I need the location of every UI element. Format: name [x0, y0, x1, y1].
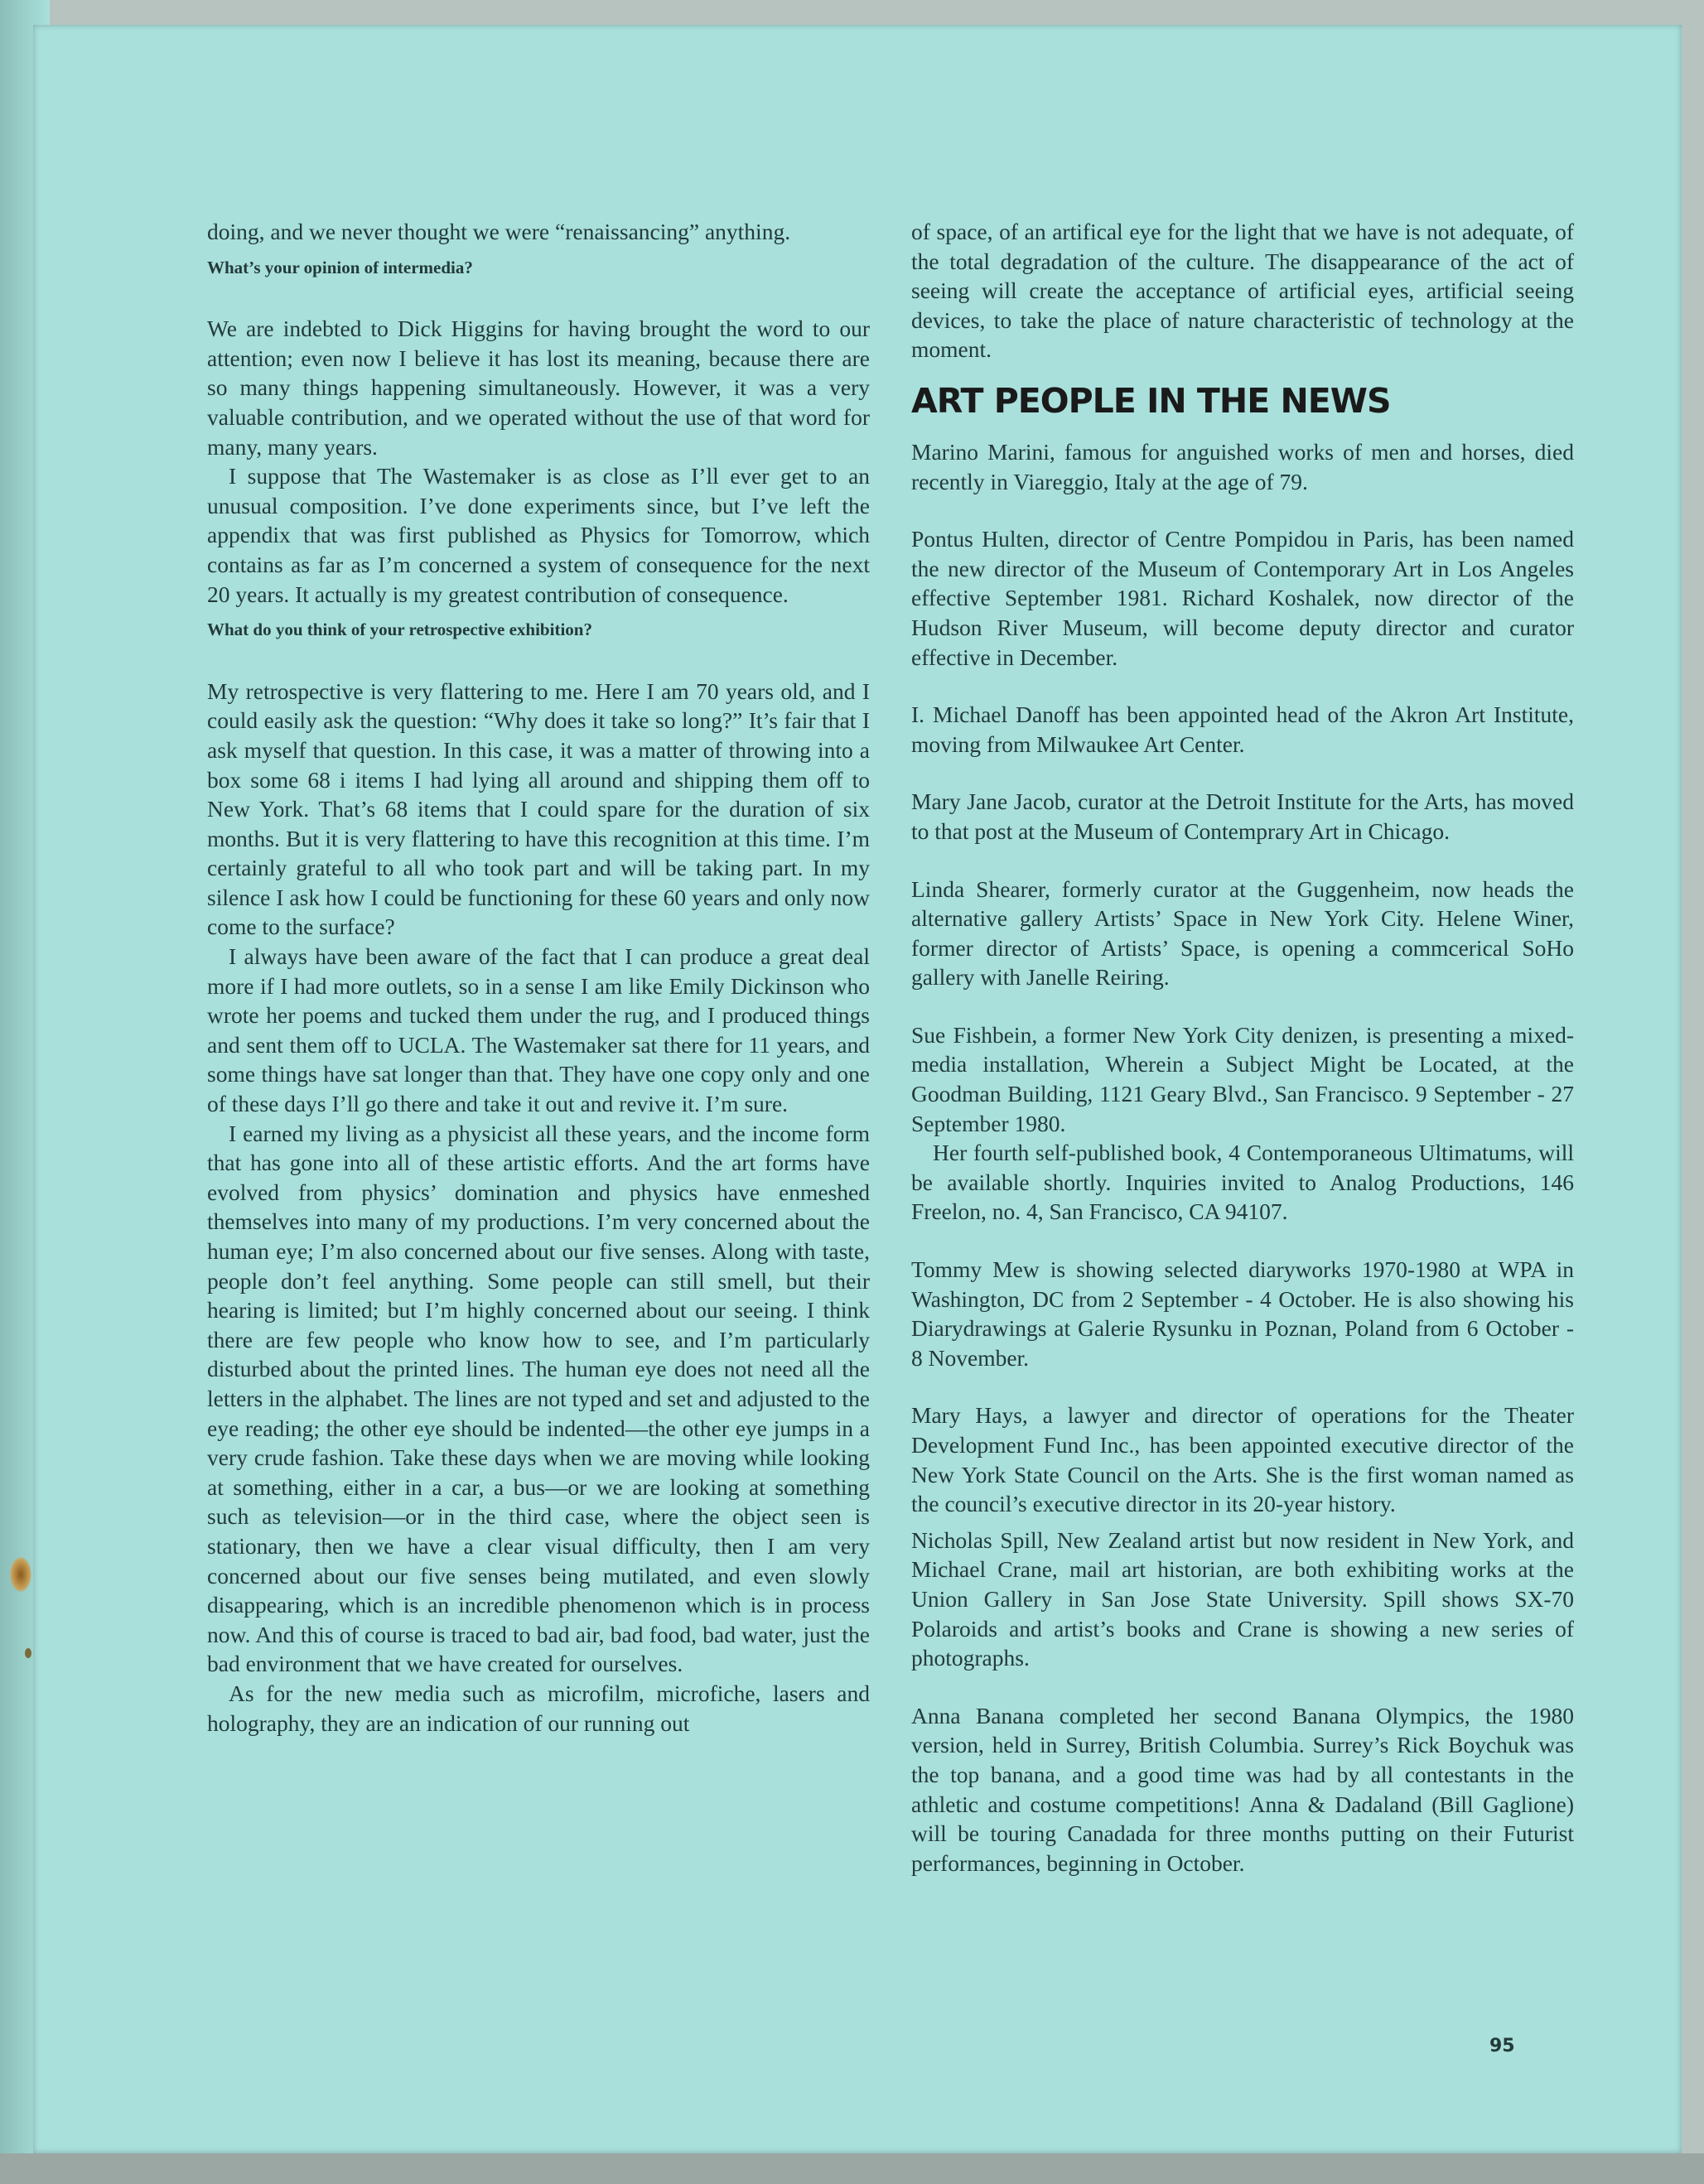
paragraph: doing, and we never thought we were “renaissancing” anything.	[207, 219, 791, 244]
news-item: Mary Jane Jacob, curator at the Detroit Institute for the Arts, has moved to that post at the Museum of Contemprary Art in Chicago.	[911, 788, 1574, 844]
news-item: Anna Banana completed her second Banana Olympics, the 1980 version, held in Surrey, British Columbia. Surrey’s Rick Boychuk was the top banana, and a good time was had by all contestants in the athletic and costume competitions! Anna & Dadaland (Bill Gaglione) will be touring Canadada for three months putting on their Futurist performances, beginning in October.	[911, 1702, 1574, 1876]
paragraph-gap	[911, 496, 1574, 524]
news-item: Tommy Mew is showing selected diaryworks 1970-1980 at WPA in Washington, DC from 2 September - 4 October. He is also showing his Diarydrawings at Galerie Rysunku in Poznan, Poland from 6 October - 8 November.	[911, 1256, 1574, 1371]
news-item: Linda Shearer, formerly curator at the Guggenheim, now heads the alternative gallery Artists’ Space in New York City. Helene Winer, former director of Artists’ Space, is opening a commcerical SoHo gallery with Janelle Reiring.	[911, 875, 1574, 991]
page-bottom-edge	[0, 2153, 1704, 2184]
paper-stain	[10, 1557, 31, 1592]
news-item: I. Michael Danoff has been appointed head of the Akron Art Institute, moving from Milwaukee Art Center.	[911, 701, 1574, 757]
paragraph-gap	[911, 1227, 1574, 1255]
news-item: Nicholas Spill, New Zealand artist but now resident in New York, and Michael Crane, mail art historian, are both exhibiting works at the Union Gallery in San Jose State University. Spill shows SX-70 Polaroids and artist’s books and Crane is showing a new series of photographs.	[911, 1526, 1574, 1671]
paragraph: My retrospective is very flattering to me. Here I am 70 years old, and I could easily ask the question: “Why does it take so long?” It’s fair that I ask myself that question. In this case, it was a matter of throwing into a box some 68 i items I had lying all around and shipping them off to New York. That’s 68 items that I could spare for the duration of six months. But it is very flattering to have this recognition at this time. I’m certainly grateful to all who took part and will be taking part. In my silence I ask how I could be functioning for these 60 years and only now come to the surface?	[207, 677, 870, 940]
paragraph: We are indebted to Dick Higgins for having brought the word to our attention; even now I believe it has lost its meaning, because there are so many things happening simultaneously. However, it was a very valuable contribution, and we operated without the use of that word for many, many years.	[207, 316, 870, 460]
paragraph-gap	[911, 1372, 1574, 1401]
news-item: Her fourth self-published book, 4 Contemporaneous Ultimatums, will be available shortly. Inquiries invited to Analog Productions, 146 Freelon, no. 4, San Francisco, CA 94107.	[911, 1140, 1574, 1225]
paragraph-gap	[911, 1673, 1574, 1701]
paragraph-gap	[911, 846, 1574, 875]
news-item: Sue Fishbein, a former New York City denizen, is presenting a mixed-media installation, Wherein a Subject Might be Located, at the Goodman Building, 1121 Geary Blvd., San Francisco. 9 September - 27 September 1980.	[911, 1021, 1574, 1136]
page-number: 95	[1489, 2036, 1515, 2056]
news-list	[911, 437, 1574, 1878]
paragraph: As for the new media such as microfilm, microfiche, lasers and holography, they are an indication of our running out	[207, 1680, 870, 1736]
right-column	[911, 217, 1574, 1878]
left-column	[207, 217, 870, 1738]
paragraph: I earned my living as a physicist all these years, and the income form that has gone into all of these artistic efforts. And the art forms have evolved from physics’ domination and physics have enmeshed themselves into many of my productions. I’m very concerned about the human eye; I’m also concerned about our five senses. Along with taste, people don’t feel anything. Some people can still smell, but their hearing is limited; but I’m highly concerned about our seeing. I think there are few people who know how to see, and I’m particularly disturbed about the printed lines. The human eye does not need all the letters in the alphabet. The lines are not typed and set and adjusted to the eye reading; the other eye should be indented—the other eye jumps in a very crude fashion. Take these days when we are moving while looking at something, either in a car, a bus—or we are looking at something such as television—or in the third case, where the object seen is stationary, then we have a clear visual difficulty, then I am very concerned about our five senses being mutilated, and even slowly disappearing, which is an incredible phenomenon which is in process now. And this of course is traced to bad air, bad food, bad water, just the bad environment that we have created for ourselves.	[207, 1120, 870, 1677]
paragraph: I always have been aware of the fact that I can produce a great deal more if I had more outlets, so in a sense I am like Emily Dickinson who wrote her poems and tucked them under the rug, and I produced things and sent them off to UCLA. The Wastemaker sat there for 11 years, and some things have sat longer than that. They have one copy only and one of these days I’ll go there and take it out and revive it. I’m sure.	[207, 943, 870, 1117]
paragraph-gap	[911, 992, 1574, 1020]
paragraph-gap	[911, 759, 1574, 787]
paragraph-gap	[911, 672, 1574, 700]
interview-question: What’s your opinion of intermedia?	[207, 257, 473, 277]
news-item: Pontus Hulten, director of Centre Pompidou in Paris, has been named the new director of the Museum of Contemporary Art in Los Angeles effective September 1981. Richard Koshalek, now director of the Hudson River Museum, will become deputy director and curator effective in December.	[911, 526, 1574, 670]
paper-stain-small	[25, 1648, 31, 1658]
news-item: Marino Marini, famous for anguished works of men and horses, died recently in Viareggio, Italy at the age of 79.	[911, 438, 1574, 494]
section-heading: ART PEOPLE IN THE NEWS	[911, 380, 1391, 421]
article-continuation: of space, of an artifical eye for the light that we have is not adequate, of the total degradation of the culture. The disappearance of the act of seeing will create the acceptance of artificial eyes, artificial seeing devices, to take the place of nature characteristic of technology at the moment.	[911, 219, 1574, 363]
paragraph: I suppose that The Wastemaker is as close as I’ll ever get to an unusual composition. I’ve done experiments since, but I’ve left the appendix that was first published as Physics for Tomorrow, which contains as far as I’m concerned a system of consequence for the next 20 years. It actually is my greatest contribution of consequence.	[207, 463, 870, 607]
interview-question: What do you think of your retrospective exhibition?	[207, 620, 592, 640]
news-item: Mary Hays, a lawyer and director of operations for the Theater Development Fund Inc., has been appointed executive director of the New York State Council on the Arts. She is the first woman named as the council’s executive director in its 20-year history.	[911, 1402, 1574, 1517]
